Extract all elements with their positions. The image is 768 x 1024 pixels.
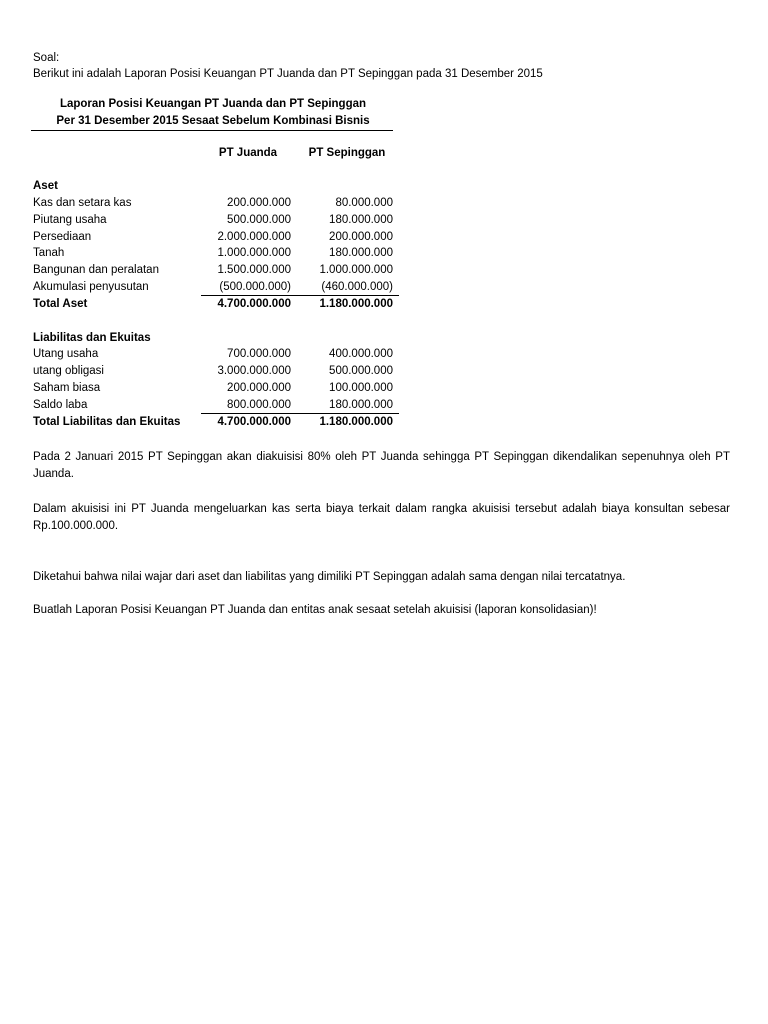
value-juanda: 700.000.000 — [227, 348, 291, 361]
document-page — [33, 50, 730, 630]
value-sepinggan: 80.000.000 — [335, 197, 393, 210]
total-liabilitas-row: Total Liabilitas dan Ekuitas 4.700.000.000 1.180.000.000 — [33, 415, 393, 429]
value-sepinggan: 400.000.000 — [329, 348, 393, 361]
aset-rows — [33, 195, 399, 296]
soal-label: Soal: — [33, 52, 60, 64]
table-row — [33, 397, 399, 414]
col-header-juanda: PT Juanda — [218, 147, 278, 159]
value-sepinggan: 180.000.000 — [329, 247, 393, 260]
row-label: Saldo laba — [33, 398, 88, 411]
row-label: utang obligasi — [33, 365, 104, 378]
value-juanda: 200.000.000 — [227, 197, 291, 210]
section-heading-liabilitas: Liabilitas dan Ekuitas — [33, 331, 151, 344]
col-header-sepinggan: PT Sepinggan — [308, 147, 386, 159]
row-label: Saham biasa — [33, 381, 101, 394]
row-label: Akumulasi penyusutan — [33, 280, 149, 293]
table-header-row — [33, 145, 399, 162]
paragraph-fair-value: Diketahui bahwa nilai wajar dari aset dan liabilitas yang dimiliki PT Sepinggan adalah sama dengan nilai tercatatnya. — [33, 570, 626, 583]
table-row — [33, 363, 399, 380]
table-row — [33, 346, 399, 363]
value-juanda: 800.000.000 — [201, 397, 295, 414]
report-title-line1: Laporan Posisi Keuangan PT Juanda dan PT Sepinggan — [59, 98, 367, 110]
table-row — [33, 229, 399, 246]
value-sepinggan: 500.000.000 — [329, 365, 393, 378]
row-label: Piutang usaha — [33, 213, 107, 226]
table-row — [33, 195, 399, 212]
paragraph-acquisition: Pada 2 Januari 2015 PT Sepinggan akan diakuisisi 80% oleh PT Juanda sehingga PT Sepinggan dikendalikan sepenuhnya oleh PT Juanda. — [33, 450, 730, 480]
row-label: Kas dan setara kas — [33, 197, 132, 210]
value-sepinggan: 100.000.000 — [329, 381, 393, 394]
value-sepinggan: 200.000.000 — [329, 230, 393, 243]
value-sepinggan: 180.000.000 — [329, 213, 393, 226]
value-juanda: 2.000.000.000 — [217, 230, 291, 243]
value-juanda: 3.000.000.000 — [217, 365, 291, 378]
table-row — [33, 380, 399, 397]
liabilitas-rows — [33, 346, 399, 413]
report-title — [33, 96, 393, 130]
table-row — [33, 212, 399, 229]
value-juanda: 200.000.000 — [227, 381, 291, 394]
paragraph-consultant-cost: Dalam akuisisi ini PT Juanda mengeluarkan kas serta biaya terkait dalam rangka akuisisi tersebut adalah biaya konsultan sebesar Rp.100.000.000. — [33, 502, 730, 532]
value-sepinggan: 1.000.000.000 — [319, 263, 393, 276]
table-row — [33, 245, 399, 262]
paragraph-instruction: Buatlah Laporan Posisi Keuangan PT Juanda dan entitas anak sesaat setelah akuisisi (laporan konsolidasian)! — [33, 603, 597, 616]
table-row — [33, 262, 399, 279]
value-juanda: 500.000.000 — [227, 213, 291, 226]
value-juanda: 1.000.000.000 — [217, 247, 291, 260]
total-aset-row: Total Aset 4.700.000.000 1.180.000.000 — [33, 298, 393, 311]
row-label: Tanah — [33, 247, 65, 260]
row-label: Bangunan dan peralatan — [33, 263, 159, 276]
title-divider — [31, 130, 393, 131]
value-sepinggan: 180.000.000 — [295, 397, 399, 414]
table-row — [33, 279, 399, 296]
value-sepinggan: (460.000.000) — [295, 279, 399, 296]
intro-text: Berikut ini adalah Laporan Posisi Keuangan PT Juanda dan PT Sepinggan pada 31 Desember 2015 — [33, 68, 543, 80]
row-label: Utang usaha — [33, 348, 99, 361]
value-juanda: 1.500.000.000 — [217, 263, 291, 276]
row-label: Persediaan — [33, 230, 92, 243]
section-heading-aset: Aset — [33, 180, 58, 193]
report-title-line2: Per 31 Desember 2015 Sesaat Sebelum Kombinasi Bisnis — [56, 115, 370, 127]
value-juanda: (500.000.000) — [201, 279, 295, 296]
balance-sheet-table — [33, 145, 399, 431]
